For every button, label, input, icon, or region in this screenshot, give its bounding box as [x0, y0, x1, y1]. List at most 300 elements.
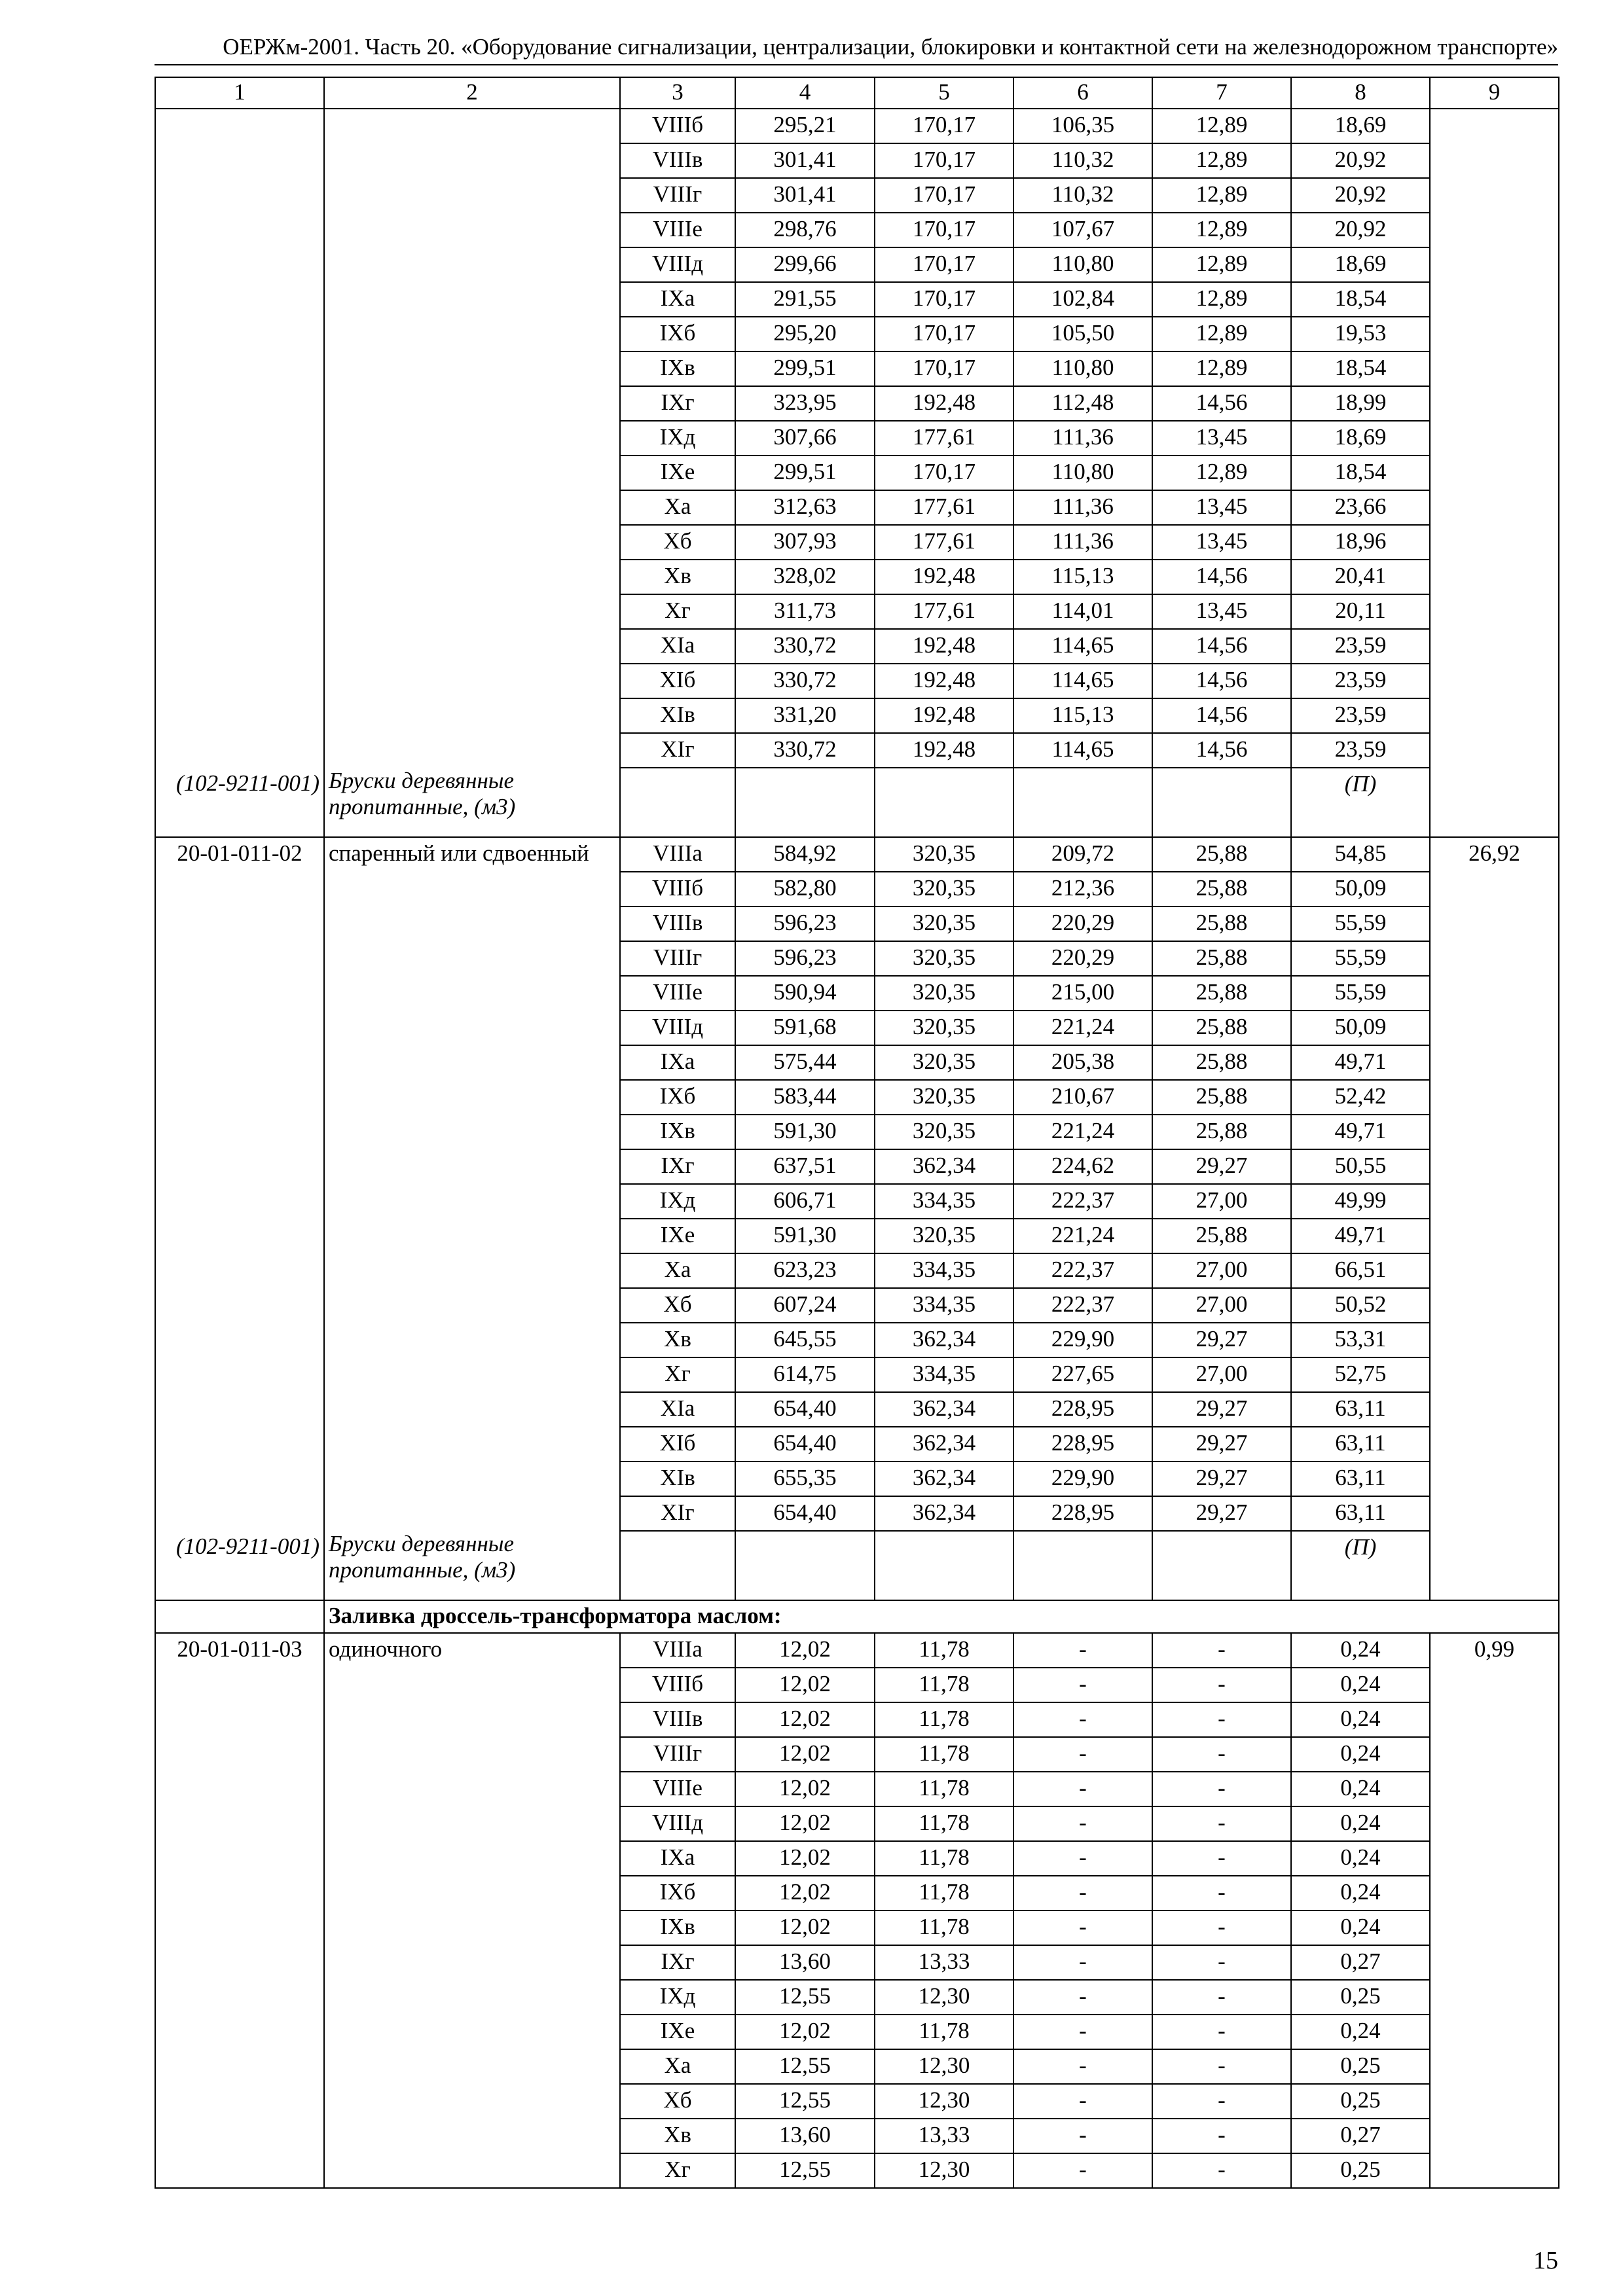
table-cell: 55,59 — [1291, 976, 1430, 1011]
column-9-value — [1430, 1392, 1559, 1427]
table-row — [155, 1806, 1559, 1841]
rate-code — [155, 872, 324, 906]
table-cell: 12,55 — [735, 2049, 875, 2084]
rate-code — [155, 733, 324, 768]
table-cell: - — [1152, 2049, 1291, 2084]
column-9-value — [1430, 560, 1559, 594]
column-9-value — [1430, 1045, 1559, 1080]
rate-code — [155, 247, 324, 282]
table-cell: IXб — [620, 1876, 735, 1910]
table-cell: - — [1013, 2153, 1152, 2188]
table-cell: 301,41 — [735, 178, 875, 213]
table-cell: 12,89 — [1152, 456, 1291, 490]
table-cell: 583,44 — [735, 1080, 875, 1115]
rate-name — [324, 1496, 620, 1531]
column-9-value — [1430, 213, 1559, 247]
table-cell: 328,02 — [735, 560, 875, 594]
table-cell: 25,88 — [1152, 1115, 1291, 1149]
table-cell: 320,35 — [875, 1115, 1013, 1149]
table-cell: 18,54 — [1291, 282, 1430, 317]
table-cell: 295,20 — [735, 317, 875, 351]
table-cell: 110,80 — [1013, 351, 1152, 386]
table-cell: 12,55 — [735, 2084, 875, 2119]
rate-name — [324, 1288, 620, 1323]
table-cell: 221,24 — [1013, 1011, 1152, 1045]
table-cell: 18,54 — [1291, 351, 1430, 386]
table-row — [155, 213, 1559, 247]
table-cell: 0,25 — [1291, 1980, 1430, 2015]
table-row — [155, 1462, 1559, 1496]
table-cell: 170,17 — [875, 213, 1013, 247]
table-row — [155, 1253, 1559, 1288]
table-cell: IXа — [620, 1045, 735, 1080]
rate-code — [155, 976, 324, 1011]
table-cell: 0,24 — [1291, 1702, 1430, 1737]
table-cell: 0,24 — [1291, 1910, 1430, 1945]
rate-name — [324, 976, 620, 1011]
table-cell: Xг — [620, 1357, 735, 1392]
table-cell: 362,34 — [875, 1392, 1013, 1427]
table-cell: 291,55 — [735, 282, 875, 317]
table-cell: 170,17 — [875, 247, 1013, 282]
table-row — [155, 2049, 1559, 2084]
table-cell: 320,35 — [875, 1045, 1013, 1080]
column-9-value — [1430, 178, 1559, 213]
table-cell: 23,59 — [1291, 629, 1430, 664]
table-cell: XIб — [620, 664, 735, 698]
table-cell: 18,54 — [1291, 456, 1430, 490]
table-cell: - — [1013, 1772, 1152, 1806]
table-cell: 66,51 — [1291, 1253, 1430, 1288]
table-cell: IXб — [620, 1080, 735, 1115]
table-cell: 27,00 — [1152, 1184, 1291, 1219]
rate-code — [155, 2084, 324, 2119]
table-cell: 12,02 — [735, 2015, 875, 2049]
rate-name — [324, 1149, 620, 1184]
table-cell: IXв — [620, 351, 735, 386]
column-9-value — [1430, 1149, 1559, 1184]
table-cell: IXд — [620, 421, 735, 456]
table-cell: VIIIд — [620, 1806, 735, 1841]
table-cell: 11,78 — [875, 2015, 1013, 2049]
table-row — [155, 525, 1559, 560]
table-cell: 49,71 — [1291, 1219, 1430, 1253]
rate-name — [324, 1392, 620, 1427]
table-cell: VIIIв — [620, 906, 735, 941]
table-cell: 177,61 — [875, 421, 1013, 456]
table-cell: 192,48 — [875, 664, 1013, 698]
rate-code — [155, 143, 324, 178]
table-cell: 320,35 — [875, 1011, 1013, 1045]
table-cell: VIIIб — [620, 1668, 735, 1702]
column-number-row — [155, 77, 1559, 109]
column-9-value — [1430, 1080, 1559, 1115]
table-cell: 111,36 — [1013, 525, 1152, 560]
table-cell: 29,27 — [1152, 1427, 1291, 1462]
table-cell: 12,55 — [735, 1980, 875, 2015]
table-cell: 11,78 — [875, 1702, 1013, 1737]
table-cell — [1152, 1531, 1291, 1600]
table-cell: 20,11 — [1291, 594, 1430, 629]
rate-code — [155, 629, 324, 664]
table-cell: - — [1013, 2049, 1152, 2084]
table-cell: 0,24 — [1291, 1668, 1430, 1702]
table-row — [155, 1288, 1559, 1323]
rate-name — [324, 178, 620, 213]
material-row — [155, 1531, 1559, 1600]
rate-name — [324, 1115, 620, 1149]
table-cell: 596,23 — [735, 941, 875, 976]
column-number: 4 — [735, 77, 875, 109]
table-row — [155, 282, 1559, 317]
table-cell: 0,25 — [1291, 2049, 1430, 2084]
table-cell: 20,92 — [1291, 213, 1430, 247]
table-cell: 209,72 — [1013, 837, 1152, 872]
rate-code — [155, 1462, 324, 1496]
rate-name — [324, 1219, 620, 1253]
table-cell: 623,23 — [735, 1253, 875, 1288]
table-row — [155, 1323, 1559, 1357]
rate-code — [155, 594, 324, 629]
rate-code — [155, 2119, 324, 2153]
rate-code — [155, 1427, 324, 1462]
table-cell: 12,89 — [1152, 351, 1291, 386]
column-9-value — [1430, 1702, 1559, 1737]
column-9-value — [1430, 143, 1559, 178]
rate-name — [324, 1772, 620, 1806]
material-type-cell — [1291, 768, 1430, 837]
table-cell: 13,45 — [1152, 594, 1291, 629]
table-cell: 50,09 — [1291, 1011, 1430, 1045]
table-cell: 11,78 — [875, 1668, 1013, 1702]
table-cell: 299,51 — [735, 351, 875, 386]
column-9-value — [1430, 109, 1559, 143]
table-row — [155, 698, 1559, 733]
table-cell: 295,21 — [735, 109, 875, 143]
rate-name — [324, 1323, 620, 1357]
table-cell: 107,67 — [1013, 213, 1152, 247]
rate-code: 20-01-011-03 — [155, 1633, 324, 1668]
table-row — [155, 109, 1559, 143]
table-cell — [735, 768, 875, 837]
table-row — [155, 941, 1559, 976]
column-number: 2 — [324, 77, 620, 109]
table-cell: - — [1152, 1772, 1291, 1806]
table-cell: 0,24 — [1291, 1806, 1430, 1841]
table-cell: VIIIб — [620, 109, 735, 143]
rate-code — [155, 317, 324, 351]
table-cell: 11,78 — [875, 1772, 1013, 1806]
column-9-value — [1430, 664, 1559, 698]
table-cell: 334,35 — [875, 1288, 1013, 1323]
column-9-value — [1430, 1323, 1559, 1357]
table-cell: 12,30 — [875, 1980, 1013, 2015]
column-9-value — [1430, 698, 1559, 733]
table-cell: 299,51 — [735, 456, 875, 490]
rate-code — [155, 1080, 324, 1115]
section-subtitle-row — [155, 1600, 1559, 1633]
table-cell: 55,59 — [1291, 906, 1430, 941]
table-cell: 29,27 — [1152, 1392, 1291, 1427]
table-cell: 50,09 — [1291, 872, 1430, 906]
table-cell: 12,02 — [735, 1910, 875, 1945]
column-9-value — [1430, 421, 1559, 456]
table-cell: 111,36 — [1013, 490, 1152, 525]
rate-name — [324, 2015, 620, 2049]
table-cell: Xа — [620, 490, 735, 525]
table-cell: 307,93 — [735, 525, 875, 560]
table-cell: IXа — [620, 282, 735, 317]
table-row — [155, 1184, 1559, 1219]
table-cell: 655,35 — [735, 1462, 875, 1496]
rate-code — [155, 456, 324, 490]
column-9-value — [1430, 1219, 1559, 1253]
table-cell: 0,24 — [1291, 1876, 1430, 1910]
table-cell: XIв — [620, 698, 735, 733]
table-cell: 52,42 — [1291, 1080, 1430, 1115]
table-cell: 55,59 — [1291, 941, 1430, 976]
column-9-value — [1430, 2084, 1559, 2119]
rate-code — [155, 1945, 324, 1980]
table-cell: XIг — [620, 733, 735, 768]
column-9-value — [1430, 1115, 1559, 1149]
table-cell: VIIIв — [620, 143, 735, 178]
table-cell: 29,27 — [1152, 1149, 1291, 1184]
column-9-value — [1430, 386, 1559, 421]
table-row — [155, 490, 1559, 525]
column-9-value — [1430, 490, 1559, 525]
rates-table — [155, 77, 1559, 2189]
table-cell: 18,99 — [1291, 386, 1430, 421]
rate-name — [324, 386, 620, 421]
rate-code — [155, 1149, 324, 1184]
table-cell: 170,17 — [875, 317, 1013, 351]
column-9-value — [1430, 1772, 1559, 1806]
table-cell: 18,69 — [1291, 247, 1430, 282]
table-cell: VIIIг — [620, 178, 735, 213]
rate-name — [324, 1876, 620, 1910]
rate-name — [324, 1253, 620, 1288]
table-row — [155, 1357, 1559, 1392]
table-row — [155, 1702, 1559, 1737]
table-cell: IXг — [620, 386, 735, 421]
table-cell: 25,88 — [1152, 941, 1291, 976]
table-cell: 11,78 — [875, 1737, 1013, 1772]
page-number: 15 — [1533, 2247, 1558, 2274]
table-cell: - — [1152, 1910, 1291, 1945]
table-cell: 12,02 — [735, 1737, 875, 1772]
column-9-value: 0,99 — [1430, 1633, 1559, 1668]
rate-code — [155, 109, 324, 143]
column-9-value — [1430, 976, 1559, 1011]
rate-code — [155, 1184, 324, 1219]
column-number: 8 — [1291, 77, 1430, 109]
table-cell: 115,13 — [1013, 698, 1152, 733]
table-cell: Xа — [620, 1253, 735, 1288]
table-cell: 20,41 — [1291, 560, 1430, 594]
table-cell: VIIIв — [620, 1702, 735, 1737]
table-cell: IXе — [620, 1219, 735, 1253]
table-cell: 334,35 — [875, 1357, 1013, 1392]
table-cell: - — [1013, 1737, 1152, 1772]
table-row — [155, 143, 1559, 178]
rate-name — [324, 2049, 620, 2084]
table-cell: IXд — [620, 1184, 735, 1219]
table-row — [155, 594, 1559, 629]
table-row — [155, 1737, 1559, 1772]
table-cell — [620, 768, 735, 837]
rate-code — [155, 1357, 324, 1392]
table-cell: - — [1152, 2015, 1291, 2049]
table-cell: 14,56 — [1152, 664, 1291, 698]
rate-code — [155, 1288, 324, 1323]
rate-name — [324, 1702, 620, 1737]
column-number: 7 — [1152, 77, 1291, 109]
column-9-value — [1430, 1427, 1559, 1462]
table-row — [155, 560, 1559, 594]
column-9-value — [1430, 2153, 1559, 2188]
table-row — [155, 1115, 1559, 1149]
rate-code — [155, 282, 324, 317]
table-cell: Xг — [620, 594, 735, 629]
section-subtitle: Заливка дроссель-трансформатора маслом: — [324, 1600, 1559, 1633]
table-cell: XIб — [620, 1427, 735, 1462]
rate-code — [155, 1115, 324, 1149]
table-cell: 192,48 — [875, 698, 1013, 733]
rate-name — [324, 1045, 620, 1080]
table-cell: IXе — [620, 2015, 735, 2049]
rate-name — [324, 1357, 620, 1392]
table-cell: - — [1013, 2084, 1152, 2119]
table-row — [155, 1633, 1559, 1668]
table-cell: 114,65 — [1013, 629, 1152, 664]
table-cell: - — [1152, 1668, 1291, 1702]
table-cell: 170,17 — [875, 282, 1013, 317]
table-cell: 23,59 — [1291, 664, 1430, 698]
table-row — [155, 2153, 1559, 2188]
table-cell: 11,78 — [875, 1841, 1013, 1876]
rate-name — [324, 247, 620, 282]
table-cell: - — [1013, 1876, 1152, 1910]
column-9-value — [1430, 525, 1559, 560]
rate-name — [324, 421, 620, 456]
table-cell: 654,40 — [735, 1496, 875, 1531]
table-cell: - — [1013, 1633, 1152, 1668]
table-cell — [1152, 768, 1291, 837]
table-cell: 110,32 — [1013, 178, 1152, 213]
table-cell: 228,95 — [1013, 1392, 1152, 1427]
table-cell — [875, 768, 1013, 837]
table-cell: 25,88 — [1152, 1219, 1291, 1253]
rate-code — [155, 906, 324, 941]
table-cell: 12,02 — [735, 1633, 875, 1668]
table-cell: 11,78 — [875, 1806, 1013, 1841]
table-cell: Xв — [620, 1323, 735, 1357]
table-cell: 221,24 — [1013, 1219, 1152, 1253]
material-row — [155, 768, 1559, 837]
table-cell: 301,41 — [735, 143, 875, 178]
table-cell: 27,00 — [1152, 1288, 1291, 1323]
column-9-value — [1430, 1496, 1559, 1531]
table-cell: 25,88 — [1152, 1080, 1291, 1115]
table-row — [155, 906, 1559, 941]
column-number: 3 — [620, 77, 735, 109]
table-cell: Xб — [620, 2084, 735, 2119]
rate-code — [155, 421, 324, 456]
table-row — [155, 1980, 1559, 2015]
column-9-value — [1430, 1806, 1559, 1841]
table-cell: 320,35 — [875, 872, 1013, 906]
table-cell: Xг — [620, 2153, 735, 2188]
table-cell: - — [1152, 2084, 1291, 2119]
table-cell: 0,27 — [1291, 1945, 1430, 1980]
column-9-value — [1430, 1876, 1559, 1910]
rate-name — [324, 2153, 620, 2188]
table-row — [155, 629, 1559, 664]
table-cell: 114,65 — [1013, 733, 1152, 768]
table-cell: 25,88 — [1152, 1011, 1291, 1045]
table-cell: 177,61 — [875, 525, 1013, 560]
table-cell: 115,13 — [1013, 560, 1152, 594]
column-9-value — [1430, 351, 1559, 386]
rate-name — [324, 1841, 620, 1876]
rate-code — [155, 1392, 324, 1427]
table-cell: 596,23 — [735, 906, 875, 941]
table-cell: 320,35 — [875, 837, 1013, 872]
table-cell: 228,95 — [1013, 1427, 1152, 1462]
table-cell: 19,53 — [1291, 317, 1430, 351]
table-cell: 12,55 — [735, 2153, 875, 2188]
table-cell: 320,35 — [875, 976, 1013, 1011]
rate-code — [155, 2015, 324, 2049]
table-cell: 63,11 — [1291, 1462, 1430, 1496]
rate-code — [155, 2153, 324, 2188]
rate-code — [155, 1910, 324, 1945]
column-9-value — [1430, 2015, 1559, 2049]
rate-code — [155, 1253, 324, 1288]
column-9-value — [1430, 1253, 1559, 1288]
column-9-value — [1430, 2049, 1559, 2084]
table-cell: 54,85 — [1291, 837, 1430, 872]
rate-code — [155, 1737, 324, 1772]
rate-code — [155, 1702, 324, 1737]
rate-name: спаренный или сдвоенный — [324, 837, 620, 872]
rate-name — [324, 594, 620, 629]
table-cell: 12,89 — [1152, 282, 1291, 317]
table-cell: 102,84 — [1013, 282, 1152, 317]
table-cell: 323,95 — [735, 386, 875, 421]
table-row — [155, 1427, 1559, 1462]
table-cell: VIIIг — [620, 1737, 735, 1772]
column-9-value — [1430, 247, 1559, 282]
table-cell: - — [1013, 1910, 1152, 1945]
rate-name — [324, 1806, 620, 1841]
column-9-value — [1430, 317, 1559, 351]
table-cell: - — [1152, 1945, 1291, 1980]
table-cell: 29,27 — [1152, 1496, 1291, 1531]
table-cell: 18,69 — [1291, 421, 1430, 456]
column-number: 1 — [155, 77, 324, 109]
table-cell: IXв — [620, 1115, 735, 1149]
rate-code — [155, 1806, 324, 1841]
table-cell: 0,24 — [1291, 1737, 1430, 1772]
table-cell: 63,11 — [1291, 1496, 1430, 1531]
material-code-cell — [155, 1531, 324, 1600]
column-9-value — [1430, 1737, 1559, 1772]
table-cell: 320,35 — [875, 941, 1013, 976]
table-cell: VIIIе — [620, 1772, 735, 1806]
table-cell: XIв — [620, 1462, 735, 1496]
